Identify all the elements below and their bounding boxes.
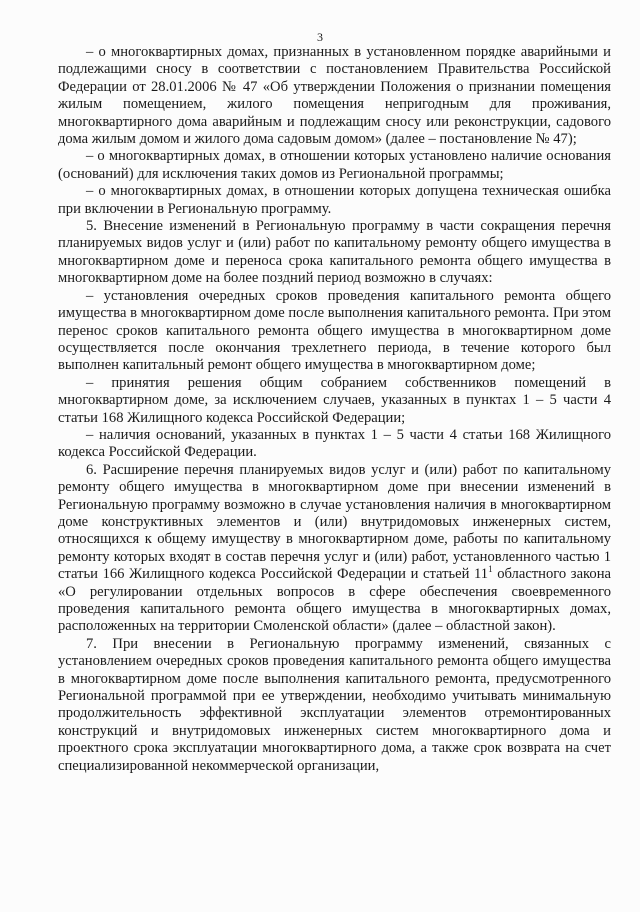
paragraph-emergency-houses: – о многоквартирных домах, признанных в установленном порядке аварийными и подлежащими сносу в соответствии с постановлением Правительства Российской Федерации от 28.01.2006 № 47 «Об утверждении Положения о признании помещения жилым помещением, жилого помещения непригодным для проживания, многоквартирного дома аварийным и подлежащим сносу или реконструкции, садового дома жилым домом и жилого дома садовым домом» (далее – постановление № 47); — [58, 44, 611, 148]
paragraph-5-case-grounds: – наличия оснований, указанных в пунктах 1 – 5 части 4 статьи 168 Жилищного кодекса Российской Федерации. — [58, 426, 611, 461]
paragraph-6-text-start: 6. Расширение перечня планируемых видов услуг и (или) работ по капитальному ремонту общего имущества в многоквартирном доме при внесении изменений в Региональную программу возможно в случае установления наличия в многоквартирном доме конструктивных элементов и (или) внутридомовых инженерных систем, относящихся к общему имуществу в многоквартирном доме, работы по капитальному ремонту которых входят в состав перечня услуг и (или) работ, установленного частью 1 статьи 166 Жилищного кодекса Российской Федерации и статьей 11 — [58, 461, 611, 583]
paragraph-5: 5. Внесение изменений в Региональную программу в части сокращения перечня планируемых видов услуг и (или) работ по капитальному ремонту общего имущества в многоквартирном доме и переноса срока капитального ремонта общего имущества в многоквартирном доме на более поздний период возможно в случаях: — [58, 218, 611, 287]
page-number: 3 — [317, 30, 323, 44]
paragraph-exclusion-grounds: – о многоквартирных домах, в отношении которых установлено наличие основания (оснований) для исключения таких домов из Региональной программы; — [58, 148, 611, 182]
document-body — [58, 44, 611, 775]
paragraph-6-text-end: областного закона «О регулировании отдельных вопросов в сфере обеспечения своевременного проведения капитального ремонта общего имущества в многоквартирных домах, расположенных на территории Смоленской области» (далее – областной закон). — [58, 566, 611, 635]
article-superscript: 1 — [488, 564, 493, 575]
paragraph-5-case-owners-decision: – принятия решения общим собранием собственников помещений в многоквартирном доме, за исключением случаев, указанных в пунктах 1 – 5 части 4 статьи 168 Жилищного кодекса Российской Федерации; — [58, 374, 611, 426]
paragraph-5-case-schedule: – установления очередных сроков проведения капитального ремонта общего имущества в многоквартирном доме после выполнения капитального ремонта. При этом перенос сроков капитального ремонта общего имущества в многоквартирном доме осуществляется после окончания трехлетнего периода, в течение которого был выполнен капитальный ремонт общего имущества в многоквартирном доме; — [58, 287, 611, 374]
paragraph-7: 7. При внесении в Региональную программу изменений, связанных с установлением очередных сроков проведения капитального ремонта общего имущества в многоквартирном доме после выполнения капитального ремонта, предусмотренного Региональной программой при ее утверждении, необходимо учитывать минимальную продолжительность эффективной эксплуатации элементов отремонтированных конструкций и внутридомовых инженерных систем многоквартирного дома и проектного срока эксплуатации многоквартирного дома, а также срок возврата на счет специализированной некоммерческой организации, — [58, 635, 611, 774]
paragraph-6 — [58, 462, 611, 636]
paragraph-technical-error: – о многоквартирных домах, в отношении которых допущена техническая ошибка при включении в Региональную программу. — [58, 183, 611, 217]
